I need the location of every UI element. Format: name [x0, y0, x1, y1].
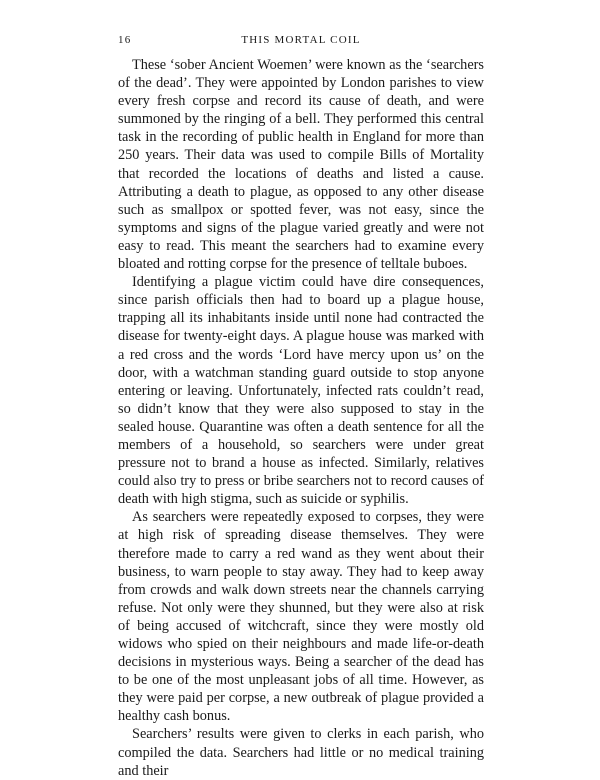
- running-head: [118, 34, 484, 52]
- paragraph-searcher-risks: As searchers were repeatedly exposed to corpses, they were at high risk of spreading disease themselves. They were therefore made to carry a red wand as they went about their business, to warn people to stay away. They had to keep away from crowds and walk down streets near the channels carrying refuse. Not only were they shunned, but they were also at risk of being accused of witchcraft, since they were mostly old widows who spied on their neighbours and made life-or-death decisions in mysterious ways. Being a searcher of the dead has to be one of the most unpleasant jobs of all time. However, as they were paid per corpse, a new outbreak of plague provided a healthy cash bonus.: [118, 509, 484, 725]
- paragraph-plague-house: Identifying a plague victim could have dire consequences, since parish officials then had to board up a plague house, trapping all its inhabitants inside until none had contracted the disease for twenty-eight days. A plague house was marked with a red cross and the words ‘Lord have mercy upon us’ on the door, with a watchman standing guard outside to stop anyone entering or leaving. Unfortunately, infected rats couldn’t read, so didn’t know that they were also supposed to stay in the sealed house. Quarantine was often a death sentence for all the members of a household, so searchers were under great pressure not to brand a house as infected. Similarly, relatives could also try to press or bribe searchers not to record causes of death with high stigma, such as suicide or syphilis.: [118, 274, 484, 508]
- paragraph-searchers-of-the-dead: These ‘sober Ancient Woemen’ were known as the ‘searchers of the dead’. They were appointed by London parishes to view every fresh corpse and record its cause of death, and were summoned by the ringing of a bell. They performed this central task in the recording of public health in England for more than 250 years. Their data was used to compile Bills of Mortality that recorded the locations of deaths and listed a cause. Attributing a death to plague, as opposed to any other disease such as smallpox or spotted fever, was not easy, since the symptoms and signs of the plague varied greatly and were not easy to read. This meant the searchers had to examine every bloated and rotting corpse for the presence of telltale buboes.: [118, 57, 484, 273]
- body-text: [118, 56, 484, 780]
- paragraph-parish-clerks: Searchers’ results were given to clerks in each parish, who compiled the data. Searchers had little or no medical training and their: [118, 726, 484, 779]
- running-title: THIS MORTAL COIL: [241, 34, 361, 46]
- page-number: 16: [118, 34, 132, 46]
- book-page: [118, 34, 484, 780]
